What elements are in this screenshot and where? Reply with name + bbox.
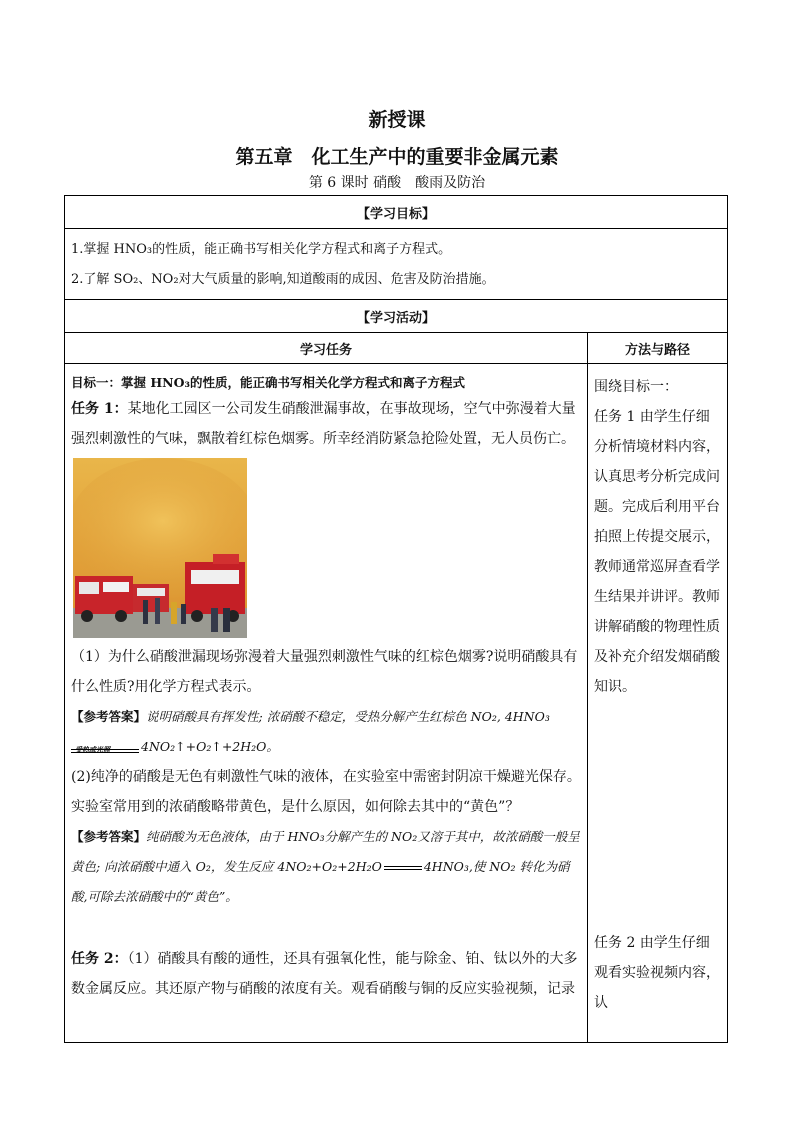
answer-2-text-a: 纯硝酸为无色液体，由于 HNO₃分解产生的 NO₂又溶于其中，故浓硝酸一般呈黄色; 向浓硝酸中通入 O₂，发生反应 4NO₂+O₂+2H₂O — [71, 829, 580, 874]
question-1: （1）为什么硝酸泄漏现场弥漫着大量强烈刺激性气味的红棕色烟雾?说明硝酸具有什么性质?用化学方程式表示。 — [71, 649, 578, 695]
answer-1-products: 4NO₂↑+O₂↑+2H₂O。 — [141, 739, 279, 754]
task-1-label: 任务 1： — [71, 401, 128, 417]
answer-2 — [71, 822, 581, 912]
reaction-condition: 受热或光照 — [75, 744, 110, 754]
activities-header: 【学习活动】 — [65, 300, 728, 333]
lesson-subtitle: 第 6 课时 硝酸 酸雨及防治 — [308, 175, 486, 191]
answer-2-label: 【参考答案】 — [71, 829, 147, 844]
objective-1: 1.掌握 HNO₃的性质，能正确书写相关化学方程式和离子方程式。 — [71, 242, 452, 257]
equals-sign-icon — [384, 866, 422, 870]
task-1-text: 某地化工园区一公司发生硝酸泄漏事故，在事故现场，空气中弥漫着大量强烈刺激性的气味，飘散着红棕色烟雾。所幸经消防紧急抢险处置，无人员伤亡。 — [71, 401, 576, 447]
lesson-plan-table — [64, 195, 728, 1043]
goal-1: 目标一：掌握 HNO₃的性质，能正确书写相关化学方程式和离子方程式 — [71, 375, 465, 390]
answer-2-text-b: 4HNO₃,使 NO₂ 转化为硝酸,可除去浓硝酸中的“黄色”。 — [71, 859, 570, 904]
question-2: (2)纯净的硝酸是无色有刺激性气味的液体，在实验室中需密封阴凉干燥避光保存。实验室常用到的浓硝酸略带黄色，是什么原因，如何除去其中的“黄色”？ — [71, 769, 581, 815]
method-task-2: 任务 2 由学生仔细观看实验视频内容，认 — [594, 935, 720, 1011]
task-2-text: （1）硝酸具有酸的通性，还具有强氧化性，能与除金、铂、钛以外的大多数金属反应。其还原产物与硝酸的浓度有关。观看硝酸与铜的反应实验视频，记录 — [71, 951, 578, 997]
answer-1 — [71, 702, 581, 732]
task-2-label: 任务 2： — [71, 951, 128, 967]
answer-1-equation — [71, 732, 581, 762]
task-column — [65, 364, 588, 1043]
answer-1-label: 【参考答案】 — [71, 709, 147, 724]
answer-1-text: 说明硝酸具有挥发性; 浓硝酸不稳定，受热分解产生红棕色 NO₂, 4HNO₃ — [146, 709, 550, 724]
task-1 — [71, 394, 581, 454]
objectives-cell — [65, 229, 728, 300]
task-2 — [71, 944, 581, 1004]
objective-2: 2.了解 SO₂、NO₂对大气质量的影响,知道酸雨的成因、危害及防治措施。 — [71, 272, 495, 287]
chapter-title: 第五章 化工生产中的重要非金属元素 — [235, 146, 559, 168]
col-header-method: 方法与路径 — [588, 333, 728, 364]
objectives-header: 【学习目标】 — [65, 196, 728, 229]
method-task-1: 任务 1 由学生仔细分析情境材料内容，认真思考分析完成问题。完成后利用平台拍照上传提交展示，教师通常巡屏查看学生结果并讲评。教师讲解硝酸的物理性质及补充介绍发烟硝酸知识。 — [594, 409, 720, 695]
lesson-type: 新授课 — [368, 109, 426, 131]
method-goal-1: 围绕目标一： — [594, 379, 678, 395]
reaction-arrow-icon — [71, 741, 141, 755]
col-header-task: 学习任务 — [65, 333, 588, 364]
method-column — [588, 364, 728, 1043]
accident-scene-photo — [73, 458, 247, 638]
